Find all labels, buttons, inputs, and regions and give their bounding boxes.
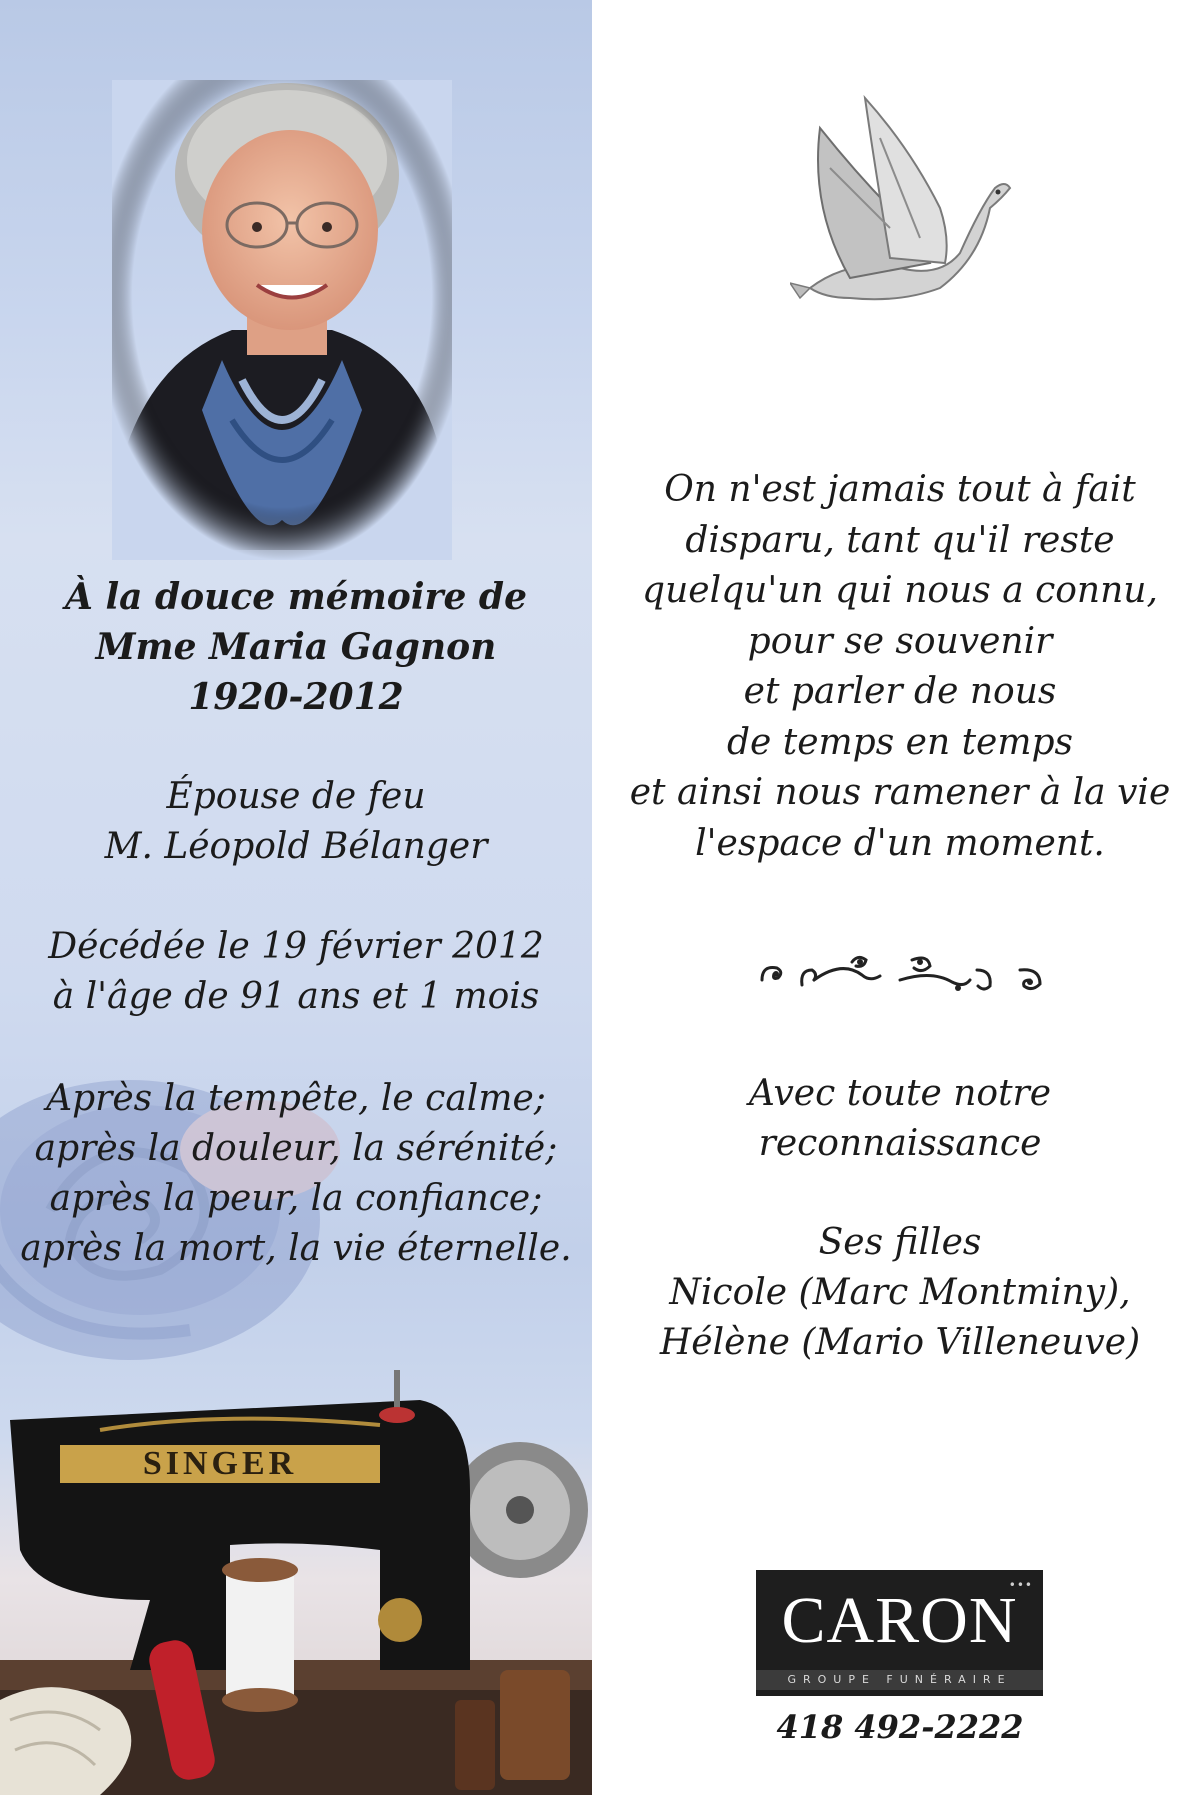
caron-logo <box>756 1570 1043 1696</box>
death-block <box>0 922 592 1022</box>
machine-brand: SINGER <box>142 1445 298 1482</box>
left-panel <box>0 0 592 1795</box>
daughters-label: Ses filles <box>818 1222 982 1263</box>
poem-line: Après la tempête, le calme; <box>46 1078 546 1119</box>
death-age: à l'âge de 91 ans et 1 mois <box>52 976 540 1017</box>
spouse-name: M. Léopold Bélanger <box>104 826 488 867</box>
logo-marks: ••• <box>1008 1578 1033 1592</box>
quote-line: pour se souvenir <box>747 620 1053 662</box>
quote-line: et parler de nous <box>743 671 1057 712</box>
thanks-message <box>600 1069 1200 1169</box>
spouse-block <box>0 772 592 872</box>
quote-line: l'espace d'un moment. <box>695 822 1105 864</box>
daughters-block <box>600 1218 1200 1368</box>
thanks-line: Avec toute notre <box>748 1073 1052 1114</box>
poem-line: après la peur, la confiance; <box>49 1178 543 1219</box>
logo-name: CARON <box>781 1584 1018 1657</box>
daughter-name: Nicole (Marc Montminy), <box>669 1272 1131 1313</box>
memorial-quote <box>600 465 1200 869</box>
spouse-label: Épouse de feu <box>166 776 426 817</box>
poem-line: après la mort, la vie éternelle. <box>20 1228 572 1269</box>
portrait-photo <box>112 80 452 560</box>
sewing-machine-photo <box>0 1370 592 1795</box>
quote-line: quelqu'un qui nous a connu, <box>642 570 1158 611</box>
death-date: Décédée le 19 février 2012 <box>48 926 544 967</box>
thanks-line: reconnaissance <box>758 1123 1042 1164</box>
quote-line: et ainsi nous ramener à la vie <box>629 772 1171 813</box>
memorial-heading <box>0 572 592 722</box>
flourish-ornament <box>752 940 1052 1010</box>
quote-line: de temps en temps <box>726 721 1074 763</box>
heading-line: À la douce mémoire de <box>65 576 527 618</box>
phone-number: 418 492-2222 <box>776 1708 1024 1746</box>
daughter-name: Hélène (Mario Villeneuve) <box>659 1322 1141 1363</box>
quote-line: On n'est jamais tout à fait <box>664 469 1136 510</box>
dove-icon <box>790 88 1020 318</box>
logo-subtitle: GROUPE FUNÉRAIRE <box>787 1673 1012 1686</box>
left-poem <box>0 1074 592 1274</box>
poem-line: après la douleur, la sérénité; <box>34 1128 558 1169</box>
deceased-name: Mme Maria Gagnon <box>95 626 497 668</box>
life-years: 1920-2012 <box>188 676 404 718</box>
quote-line: disparu, tant qu'il reste <box>685 519 1115 561</box>
